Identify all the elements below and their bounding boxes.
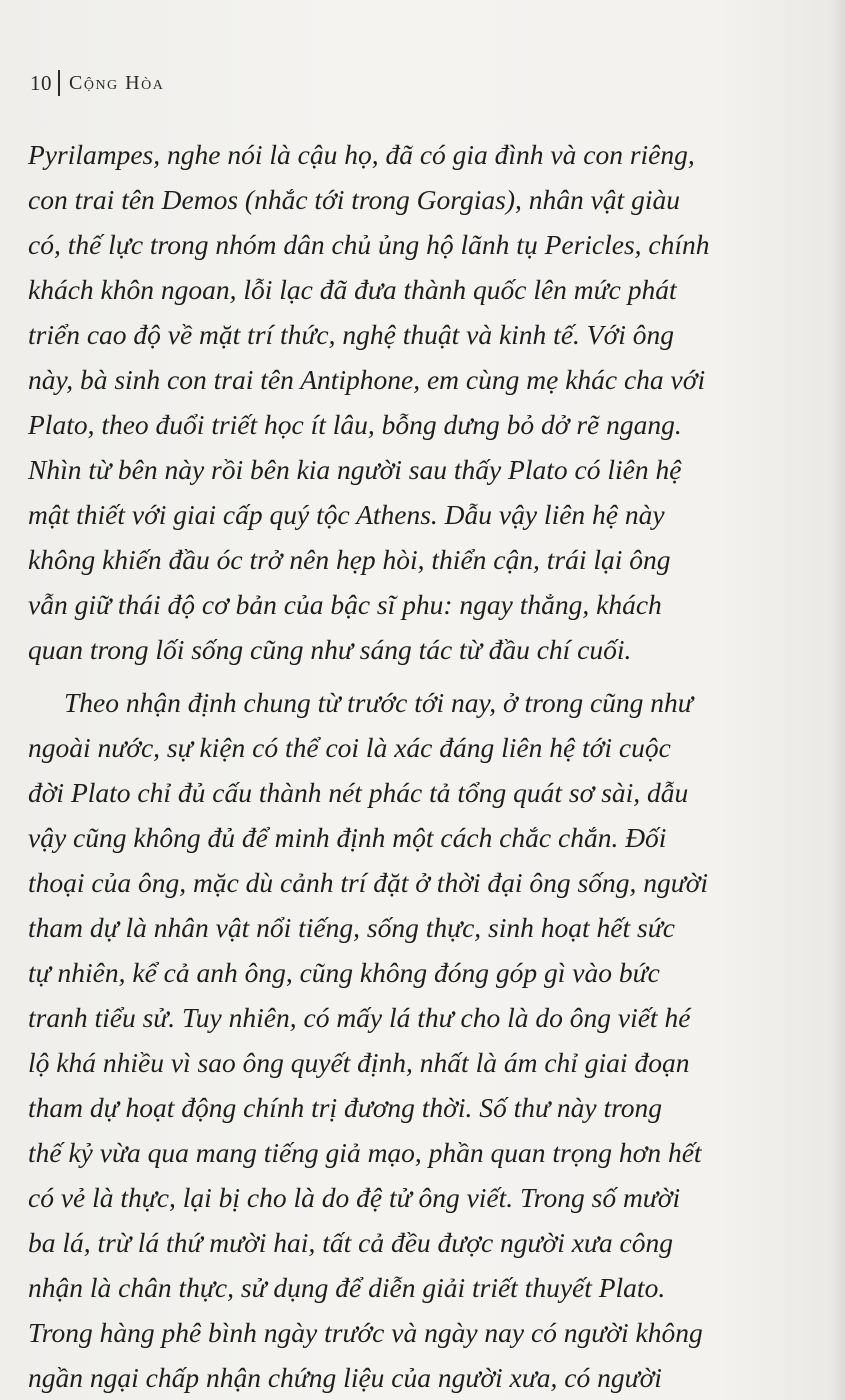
text-line: vậy cũng không đủ để minh định một cách chắc chắn. Đối (28, 822, 667, 853)
text-line: thế kỷ vừa qua mang tiếng giả mạo, phần quan trọng hơn hết (28, 1137, 702, 1168)
paragraph-1 (28, 132, 788, 672)
text-line: có, thế lực trong nhóm dân chủ ủng hộ lãnh tụ Pericles, chính (28, 229, 710, 260)
text-line: triển cao độ về mặt trí thức, nghệ thuật và kinh tế. Với ông (28, 319, 675, 350)
text-line: Trong hàng phê bình ngày trước và ngày nay có người không (28, 1317, 703, 1348)
page-edge-shadow (831, 0, 845, 1400)
text-line: Plato, theo đuổi triết học ít lâu, bỗng dưng bỏ dở rẽ ngang. (28, 409, 682, 440)
paragraph-2 (28, 680, 788, 1400)
text-line: con trai tên Demos (nhắc tới trong Gorgias), nhân vật giàu (28, 184, 680, 215)
header-divider (58, 70, 60, 96)
text-line: Theo nhận định chung từ trước tới nay, ở trong cũng như (64, 687, 693, 718)
body-text (28, 132, 788, 1400)
text-line: đời Plato chỉ đủ cấu thành nét phác tả tổng quát sơ sài, dẫu (28, 777, 689, 808)
text-line: này, bà sinh con trai tên Antiphone, em cùng mẹ khác cha với (28, 364, 706, 395)
text-line: tự nhiên, kể cả anh ông, cũng không đóng góp gì vào bức (28, 957, 660, 988)
text-line: Pyrilampes, nghe nói là cậu họ, đã có gia đình và con riêng, (28, 139, 695, 170)
text-line: vẫn giữ thái độ cơ bản của bậc sĩ phu: ngay thẳng, khách (28, 589, 662, 620)
text-line: nhận là chân thực, sử dụng để diễn giải triết thuyết Plato. (28, 1272, 666, 1303)
text-line: không khiến đầu óc trở nên hẹp hòi, thiển cận, trái lại ông (28, 544, 671, 575)
text-line: tham dự hoạt động chính trị đương thời. Số thư này trong (28, 1092, 663, 1123)
text-line: khách khôn ngoan, lỗi lạc đã đưa thành quốc lên mức phát (28, 274, 677, 305)
text-line: ba lá, trừ lá thứ mười hai, tất cả đều được người xưa công (28, 1227, 674, 1258)
page-number: 10 (30, 70, 52, 95)
text-line: mật thiết với giai cấp quý tộc Athens. Dẫu vậy liên hệ này (28, 499, 665, 530)
text-line: ngần ngại chấp nhận chứng liệu của người xưa, có người (28, 1362, 662, 1393)
text-line: lộ khá nhiều vì sao ông quyết định, nhất là ám chỉ giai đoạn (28, 1047, 690, 1078)
text-line: ngoài nước, sự kiện có thể coi là xác đáng liên hệ tới cuộc (28, 732, 671, 763)
text-line: quan trong lối sống cũng như sáng tác từ đầu chí cuối. (28, 634, 632, 665)
book-title: Cộng Hòa (69, 71, 165, 94)
text-line: Nhìn từ bên này rồi bên kia người sau thấy Plato có liên hệ (28, 454, 682, 485)
running-header (30, 68, 164, 98)
text-line: có vẻ là thực, lại bị cho là do đệ tử ông viết. Trong số mười (28, 1182, 681, 1213)
text-line: tranh tiểu sử. Tuy nhiên, có mấy lá thư cho là do ông viết hé (28, 1002, 691, 1033)
text-line: thoại của ông, mặc dù cảnh trí đặt ở thời đại ông sống, người (28, 867, 709, 898)
paragraph-spacer (28, 672, 788, 680)
text-line: tham dự là nhân vật nổi tiếng, sống thực, sinh hoạt hết sức (28, 912, 675, 943)
